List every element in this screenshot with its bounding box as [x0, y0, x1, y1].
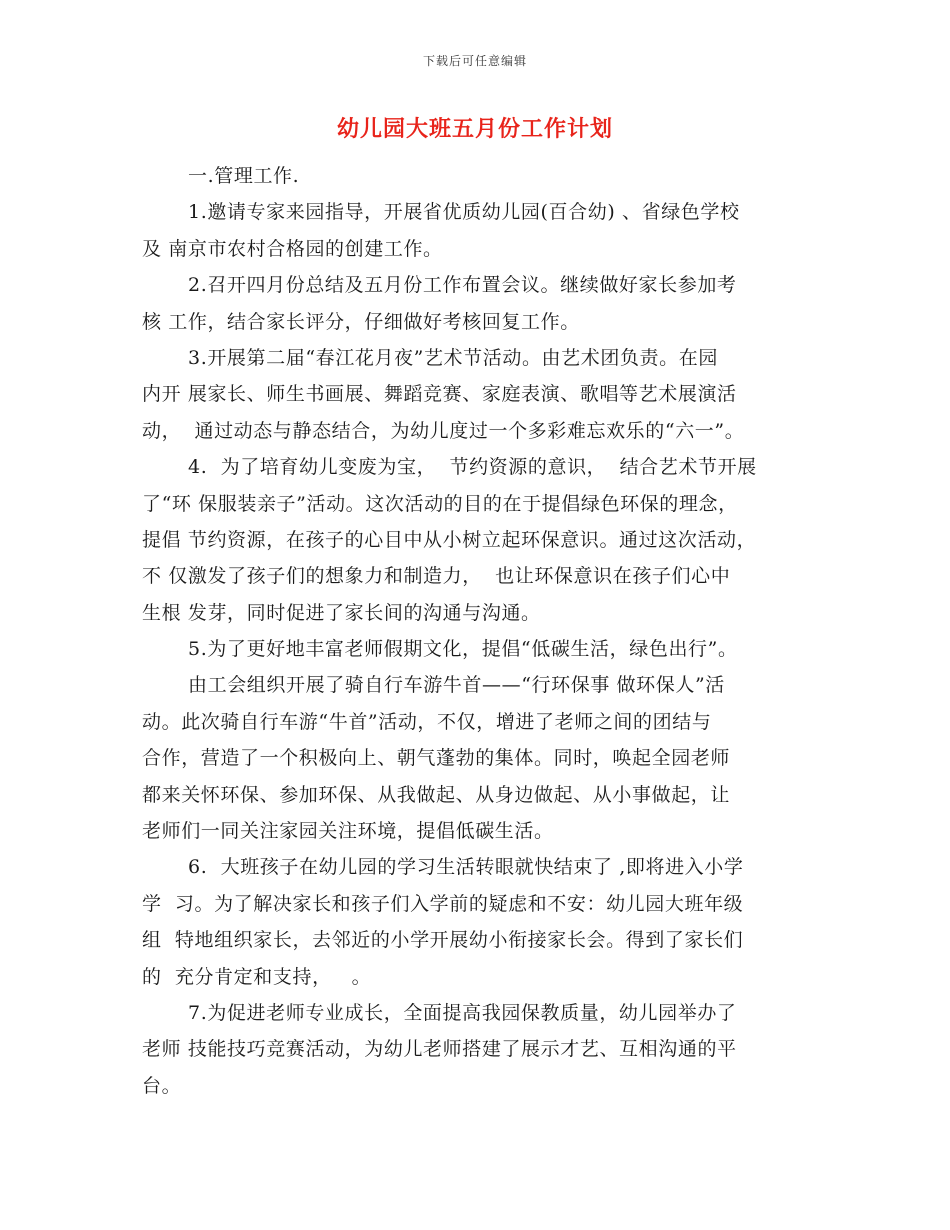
- text-line: 5.为了更好地丰富老师假期文化，提倡“低碳生活，绿色出行”。: [188, 638, 738, 661]
- document-title: 幼儿园大班五月份工作计划: [336, 116, 613, 142]
- text-line: 6. 大班孩子在幼儿园的学习生活转眼就快结束了 ,即将进入小学: [188, 856, 744, 879]
- header-note: 下载后可任意编辑: [422, 54, 527, 68]
- text-line: 了“环 保服装亲子”活动。这次活动的目的在于提倡绿色环保的理念，: [142, 492, 738, 515]
- text-line: 合作，营造了一个积极向上、朝气蓬勃的集体。同时，唤起全园老师: [142, 747, 731, 770]
- text-line: 学 习。为了解决家长和孩子们入学前的疑虑和不安：幼儿园大班年级: [142, 892, 744, 915]
- text-line: 不 仅激发了孩子们的想象力和制造力， 也让环保意识在孩子们心中: [142, 565, 731, 588]
- text-line: 4. 为了培育幼儿变废为宝， 节约资源的意识， 结合艺术节开展: [188, 456, 757, 479]
- text-line: 2.召开四月份总结及五月份工作布置会议。继续做好家长参加考: [188, 274, 737, 297]
- text-line: 老师们一同关注家园关注环境，提倡低碳生活。: [142, 820, 554, 843]
- text-line: 1.邀请专家来园指导，开展省优质幼儿园(百合幼) 、省绿色学校: [188, 201, 740, 224]
- text-line: 动。此次骑自行车游“牛首”活动，不仅，增进了老师之间的团结与: [142, 710, 712, 733]
- text-line: 7.为促进老师专业成长，全面提高我园保教质量，幼儿园举办了: [188, 1001, 737, 1024]
- text-line: 3.开展第二届“春江花月夜”艺术节活动。由艺术团负责。在园: [188, 346, 718, 369]
- text-line: 台。: [142, 1074, 182, 1097]
- text-line: 动， 通过动态与静态结合，为幼儿度过一个多彩难忘欢乐的“六一”。: [142, 419, 745, 442]
- text-line: 内开 展家长、师生书画展、舞蹈竞赛、家庭表演、歌唱等艺术展演活: [142, 383, 737, 406]
- text-line: 由工会组织开展了骑自行车游牛首——“行环保事 做环保人”活: [188, 674, 725, 697]
- document-body: [142, 158, 822, 1104]
- text-line: 老师 技能技巧竞赛活动，为幼儿老师搭建了展示才艺、互相沟通的平: [142, 1038, 737, 1061]
- text-line: 组 特地组织家长，去邻近的小学开展幼小衔接家长会。得到了家长们: [142, 929, 744, 952]
- text-line: 都来关怀环保、参加环保、从我做起、从身边做起、从小事做起，让: [142, 783, 731, 806]
- text-line: 提倡 节约资源，在孩子的心目中从小树立起环保意识。通过这次活动，: [142, 528, 757, 551]
- text-line: 一.管理工作.: [188, 165, 300, 187]
- text-line: 核 工作，结合家长评分，仔细做好考核回复工作。: [142, 310, 580, 333]
- text-line: 的 充分肯定和支持， 。: [142, 965, 372, 988]
- text-line: 及 南京市农村合格园的创建工作。: [142, 237, 443, 260]
- text-line: 生根 发芽，同时促进了家长间的沟通与沟通。: [142, 601, 541, 624]
